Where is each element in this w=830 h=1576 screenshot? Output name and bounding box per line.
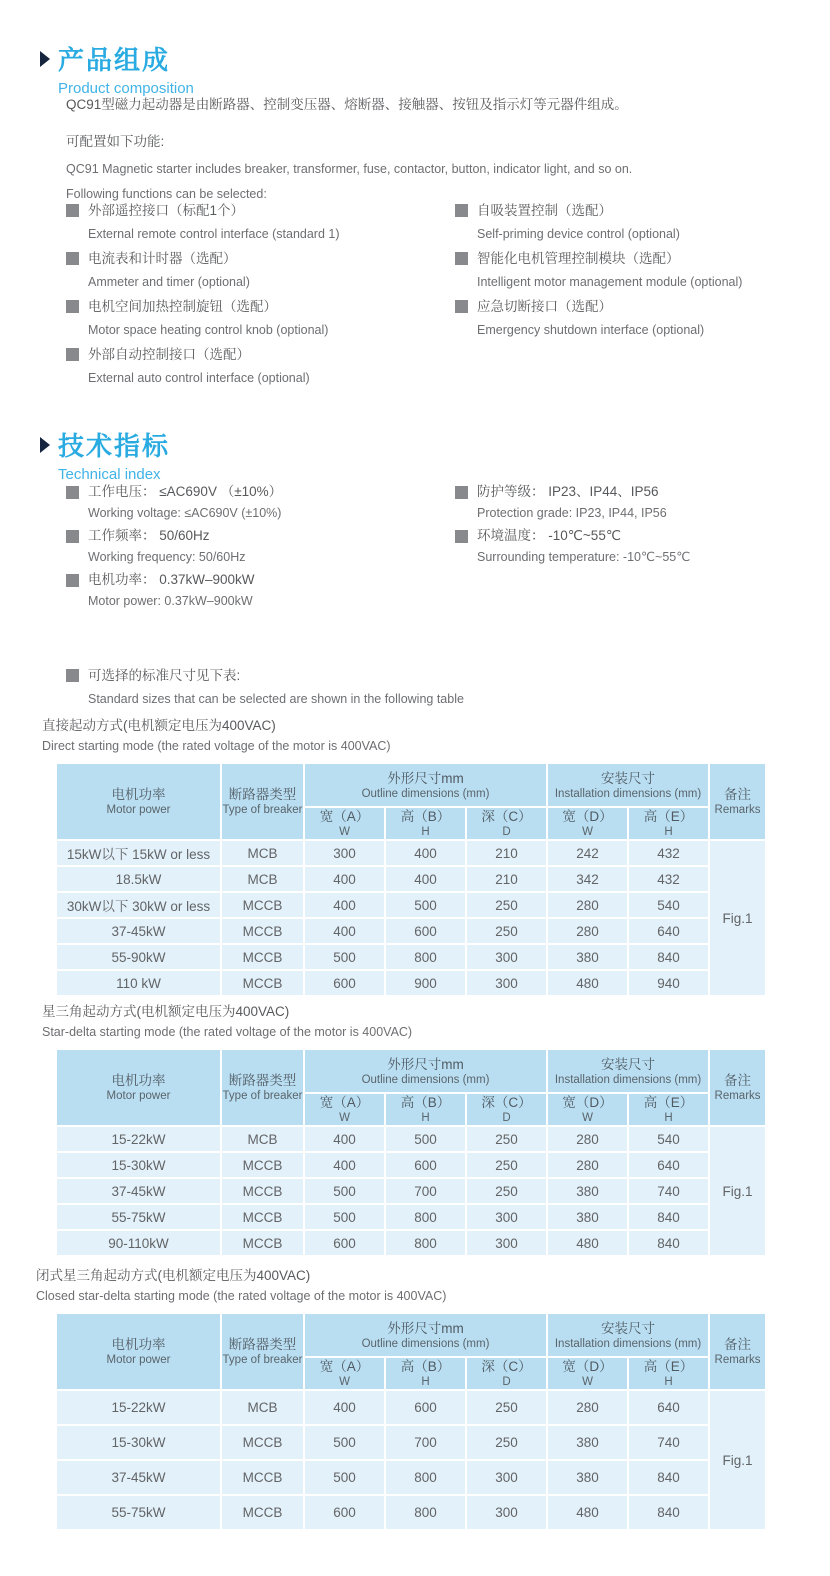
cell-width-a: 500 xyxy=(304,1460,385,1495)
spec-label-zh: 防护等级： IP23、IP44、IP56 xyxy=(477,484,659,499)
table-caption-en: Closed star-delta starting mode (the rated voltage of the motor is 400VAC) xyxy=(36,1289,447,1303)
header-zh: 备注 xyxy=(724,1337,752,1352)
feature-item xyxy=(455,297,810,339)
col-group-installation-dimensions xyxy=(547,1049,709,1093)
header-en: W xyxy=(582,826,593,838)
feature-label-en: External auto control interface (optional) xyxy=(88,371,310,385)
header-zh: 电机功率 xyxy=(111,787,166,802)
header-en: H xyxy=(421,1112,430,1124)
cell-width-d: 280 xyxy=(547,1152,628,1178)
cell-width-a: 400 xyxy=(304,918,385,944)
cell-height-e: 940 xyxy=(628,970,709,996)
cell-depth-c: 300 xyxy=(466,1204,547,1230)
header-zh: 电机功率 xyxy=(111,1337,166,1352)
section-product-composition-header xyxy=(40,40,194,97)
spec-lists xyxy=(66,483,810,615)
header-en: Remarks xyxy=(714,804,761,816)
table-row xyxy=(56,866,766,892)
col-header-height-b xyxy=(385,1093,466,1126)
cell-width-d: 480 xyxy=(547,1230,628,1256)
header-zh: 外形尺寸mm xyxy=(387,770,464,786)
table-caption-en: Direct starting mode (the rated voltage of the motor is 400VAC) xyxy=(42,739,391,753)
cell-width-d: 480 xyxy=(547,970,628,996)
feature-list-right xyxy=(455,201,810,393)
cell-motor-power: 30kW以下 30kW or less xyxy=(56,892,221,918)
cell-depth-c: 250 xyxy=(466,1425,547,1460)
product-intro xyxy=(66,93,786,212)
spec-label-en: Protection grade: IP23, IP44, IP56 xyxy=(477,506,667,520)
table-caption-en: Star-delta starting mode (the rated voltage of the motor is 400VAC) xyxy=(42,1025,413,1039)
cell-motor-power: 15-22kW xyxy=(56,1126,221,1152)
header-en: Installation dimensions (mm) xyxy=(554,1073,702,1086)
cell-height-b: 500 xyxy=(385,1126,466,1152)
header-en: Remarks xyxy=(714,1354,761,1366)
cell-width-d: 280 xyxy=(547,918,628,944)
direct-starting-table xyxy=(55,762,767,997)
feature-item xyxy=(66,249,455,291)
header-en: Type of breaker xyxy=(222,804,303,816)
cell-height-e: 540 xyxy=(628,1126,709,1152)
feature-label-zh: 智能化电机管理控制模块（选配） xyxy=(477,251,680,266)
spec-label-zh: 工作频率： 50/60Hz xyxy=(88,528,210,543)
cell-breaker-type: MCCB xyxy=(221,1204,304,1230)
bullet-square-icon xyxy=(66,300,79,313)
feature-item xyxy=(455,249,810,291)
col-header-remarks xyxy=(709,1049,766,1126)
cell-depth-c: 250 xyxy=(466,1126,547,1152)
bullet-square-icon xyxy=(66,669,79,682)
cell-depth-c: 250 xyxy=(466,892,547,918)
cell-breaker-type: MCCB xyxy=(221,1152,304,1178)
col-header-breaker-type xyxy=(221,1049,304,1126)
cell-height-e: 840 xyxy=(628,1495,709,1530)
header-en: W xyxy=(582,1112,593,1124)
table-closed-star-delta-block xyxy=(36,1264,767,1531)
cell-width-a: 500 xyxy=(304,944,385,970)
cell-height-e: 432 xyxy=(628,866,709,892)
cell-height-e: 840 xyxy=(628,1230,709,1256)
cell-width-d: 380 xyxy=(547,1204,628,1230)
header-zh: 高（B） xyxy=(400,809,451,824)
spec-label-zh: 电机功率： 0.37kW–900kW xyxy=(88,572,255,587)
feature-label-en: External remote control interface (standard 1) xyxy=(88,227,340,241)
spec-item xyxy=(66,483,455,522)
spec-list-right xyxy=(455,483,810,615)
feature-label-zh: 自吸装置控制（选配） xyxy=(477,203,612,218)
feature-label-zh: 电机空间加热控制旋钮（选配） xyxy=(88,299,277,314)
intro-paragraph-zh2: 可配置如下功能: xyxy=(66,134,165,149)
cell-height-e: 740 xyxy=(628,1425,709,1460)
table-star-delta-block xyxy=(42,1000,767,1257)
table-row xyxy=(56,892,766,918)
cell-depth-c: 250 xyxy=(466,918,547,944)
section-title-en: Product composition xyxy=(58,80,194,97)
cell-width-a: 400 xyxy=(304,866,385,892)
table-row xyxy=(56,1390,766,1425)
col-header-motor-power xyxy=(56,1049,221,1126)
cell-height-b: 800 xyxy=(385,1230,466,1256)
cell-width-d: 380 xyxy=(547,1178,628,1204)
col-group-installation-dimensions xyxy=(547,763,709,807)
table-caption-zh: 闭式星三角起动方式(电机额定电压为400VAC) xyxy=(36,1268,311,1283)
header-zh: 备注 xyxy=(724,787,752,802)
header-zh: 安装尺寸 xyxy=(601,1320,656,1336)
bullet-square-icon xyxy=(66,204,79,217)
cell-remark: Fig.1 xyxy=(709,1390,766,1530)
col-header-width-d xyxy=(547,1093,628,1126)
table-caption-zh: 星三角起动方式(电机额定电压为400VAC) xyxy=(42,1004,290,1019)
cell-motor-power: 15-22kW xyxy=(56,1390,221,1425)
cell-breaker-type: MCB xyxy=(221,1126,304,1152)
col-header-height-b xyxy=(385,807,466,840)
closed-star-delta-table xyxy=(55,1312,767,1531)
cell-height-e: 740 xyxy=(628,1178,709,1204)
cell-depth-c: 300 xyxy=(466,944,547,970)
header-zh: 深（C） xyxy=(481,809,532,824)
col-header-height-e xyxy=(628,807,709,840)
section-title-zh: 技术指标 xyxy=(58,431,171,461)
spec-label-en: Working voltage: ≤AC690V (±10%) xyxy=(88,506,282,520)
cell-breaker-type: MCCB xyxy=(221,1460,304,1495)
feature-label-zh: 应急切断接口（选配） xyxy=(477,299,612,314)
col-header-depth-c xyxy=(466,1357,547,1390)
cell-height-b: 900 xyxy=(385,970,466,996)
header-zh: 外形尺寸mm xyxy=(387,1056,464,1072)
table-row xyxy=(56,1460,766,1495)
header-en: Motor power xyxy=(106,1354,171,1366)
header-zh: 安装尺寸 xyxy=(601,1056,656,1072)
feature-lists xyxy=(66,201,810,393)
cell-width-a: 400 xyxy=(304,1390,385,1425)
cell-depth-c: 300 xyxy=(466,1495,547,1530)
spec-label-en: Motor power: 0.37kW–900kW xyxy=(88,594,253,608)
feature-label-en: Motor space heating control knob (optional) xyxy=(88,323,329,337)
cell-height-e: 640 xyxy=(628,1390,709,1425)
spec-item xyxy=(455,483,810,522)
bullet-square-icon xyxy=(66,348,79,361)
header-en: Motor power xyxy=(106,804,171,816)
header-en: H xyxy=(664,1376,673,1388)
col-group-outline-dimensions xyxy=(304,1313,547,1357)
col-header-breaker-type xyxy=(221,1313,304,1390)
header-zh: 宽（D） xyxy=(562,809,613,824)
bullet-square-icon xyxy=(66,252,79,265)
cell-depth-c: 300 xyxy=(466,1230,547,1256)
header-zh: 安装尺寸 xyxy=(601,770,656,786)
section-marker-triangle-icon xyxy=(40,437,50,453)
cell-depth-c: 210 xyxy=(466,866,547,892)
header-zh: 断路器类型 xyxy=(228,1337,297,1352)
cell-breaker-type: MCB xyxy=(221,866,304,892)
section-marker-triangle-icon xyxy=(40,51,50,67)
col-group-outline-dimensions xyxy=(304,1049,547,1093)
cell-width-d: 380 xyxy=(547,1460,628,1495)
cell-width-d: 380 xyxy=(547,944,628,970)
table-row xyxy=(56,1178,766,1204)
cell-height-b: 500 xyxy=(385,892,466,918)
header-zh: 备注 xyxy=(724,1073,752,1088)
table-row xyxy=(56,1204,766,1230)
feature-item xyxy=(66,345,455,387)
cell-motor-power: 55-90kW xyxy=(56,944,221,970)
section-title-en: Technical index xyxy=(58,466,161,483)
note-en: Standard sizes that can be selected are shown in the following table xyxy=(88,692,464,706)
cell-motor-power: 37-45kW xyxy=(56,1178,221,1204)
cell-motor-power: 18.5kW xyxy=(56,866,221,892)
cell-width-a: 400 xyxy=(304,1152,385,1178)
table-row xyxy=(56,1495,766,1530)
spec-item xyxy=(66,571,455,610)
col-header-width-a xyxy=(304,1357,385,1390)
col-header-motor-power xyxy=(56,763,221,840)
feature-label-zh: 外部自动控制接口（选配） xyxy=(88,347,250,362)
cell-breaker-type: MCB xyxy=(221,1390,304,1425)
bullet-square-icon xyxy=(455,204,468,217)
col-header-motor-power xyxy=(56,1313,221,1390)
header-en: Type of breaker xyxy=(222,1354,303,1366)
cell-height-e: 640 xyxy=(628,1152,709,1178)
cell-breaker-type: MCCB xyxy=(221,1230,304,1256)
bullet-square-icon xyxy=(66,574,79,587)
cell-width-d: 280 xyxy=(547,892,628,918)
cell-height-b: 800 xyxy=(385,944,466,970)
header-en: H xyxy=(421,826,430,838)
feature-label-zh: 电流表和计时器（选配） xyxy=(88,251,237,266)
feature-item xyxy=(455,201,810,243)
col-header-width-a xyxy=(304,1093,385,1126)
cell-width-a: 400 xyxy=(304,1126,385,1152)
cell-height-b: 800 xyxy=(385,1495,466,1530)
section-technical-index-header xyxy=(40,426,170,483)
cell-height-b: 800 xyxy=(385,1204,466,1230)
bullet-square-icon xyxy=(455,300,468,313)
cell-height-b: 700 xyxy=(385,1425,466,1460)
cell-remark: Fig.1 xyxy=(709,840,766,996)
bullet-square-icon xyxy=(455,252,468,265)
header-zh: 宽（D） xyxy=(562,1095,613,1110)
table-direct-starting-block xyxy=(42,714,767,997)
cell-width-a: 600 xyxy=(304,1495,385,1530)
cell-breaker-type: MCCB xyxy=(221,918,304,944)
cell-height-b: 400 xyxy=(385,866,466,892)
col-header-height-e xyxy=(628,1093,709,1126)
header-zh: 宽（D） xyxy=(562,1359,613,1374)
feature-label-en: Intelligent motor management module (optional) xyxy=(477,275,743,289)
table-row xyxy=(56,1425,766,1460)
spec-label-en: Working frequency: 50/60Hz xyxy=(88,550,246,564)
header-en: H xyxy=(664,826,673,838)
cell-depth-c: 250 xyxy=(466,1390,547,1425)
cell-width-a: 500 xyxy=(304,1178,385,1204)
header-en: Installation dimensions (mm) xyxy=(554,787,702,800)
header-zh: 深（C） xyxy=(481,1359,532,1374)
intro-paragraph-zh: QC91型磁力起动器是由断路器、控制变压器、熔断器、接触器、按钮及指示灯等元器件组成。 xyxy=(66,97,628,112)
cell-depth-c: 250 xyxy=(466,1152,547,1178)
feature-item xyxy=(66,201,455,243)
col-header-width-d xyxy=(547,1357,628,1390)
header-en: W xyxy=(339,1112,350,1124)
cell-width-d: 380 xyxy=(547,1425,628,1460)
header-zh: 高（E） xyxy=(643,809,694,824)
table-row xyxy=(56,918,766,944)
table-row xyxy=(56,1152,766,1178)
cell-height-b: 600 xyxy=(385,918,466,944)
cell-motor-power: 15-30kW xyxy=(56,1425,221,1460)
header-en: Remarks xyxy=(714,1090,761,1102)
header-en: Outline dimensions (mm) xyxy=(361,787,490,800)
cell-breaker-type: MCCB xyxy=(221,1495,304,1530)
spec-label-zh: 环境温度： -10℃~55℃ xyxy=(477,528,621,543)
cell-height-e: 432 xyxy=(628,840,709,866)
feature-label-en: Ammeter and timer (optional) xyxy=(88,275,250,289)
spec-item xyxy=(66,527,455,566)
cell-width-a: 300 xyxy=(304,840,385,866)
header-en: H xyxy=(664,1112,673,1124)
header-en: Motor power xyxy=(106,1090,171,1102)
header-zh: 高（B） xyxy=(400,1359,451,1374)
cell-width-d: 280 xyxy=(547,1390,628,1425)
header-zh: 高（B） xyxy=(400,1095,451,1110)
header-en: D xyxy=(502,1376,511,1388)
cell-remark: Fig.1 xyxy=(709,1126,766,1256)
header-zh: 外形尺寸mm xyxy=(387,1320,464,1336)
cell-motor-power: 15kW以下 15kW or less xyxy=(56,840,221,866)
cell-motor-power: 110 kW xyxy=(56,970,221,996)
col-group-outline-dimensions xyxy=(304,763,547,807)
star-delta-table xyxy=(55,1048,767,1257)
cell-breaker-type: MCCB xyxy=(221,1178,304,1204)
cell-width-d: 280 xyxy=(547,1126,628,1152)
cell-height-b: 700 xyxy=(385,1178,466,1204)
spec-label-zh: 工作电压： ≤AC690V （±10%） xyxy=(88,484,283,499)
header-zh: 电机功率 xyxy=(111,1073,166,1088)
col-header-width-a xyxy=(304,807,385,840)
cell-breaker-type: MCB xyxy=(221,840,304,866)
header-en: W xyxy=(582,1376,593,1388)
cell-width-d: 242 xyxy=(547,840,628,866)
bullet-square-icon xyxy=(66,530,79,543)
cell-motor-power: 37-45kW xyxy=(56,918,221,944)
header-en: Outline dimensions (mm) xyxy=(361,1073,490,1086)
cell-depth-c: 300 xyxy=(466,970,547,996)
cell-height-e: 840 xyxy=(628,944,709,970)
feature-item xyxy=(66,297,455,339)
header-zh: 深（C） xyxy=(481,1095,532,1110)
cell-height-e: 840 xyxy=(628,1204,709,1230)
header-row-groups xyxy=(56,1049,766,1093)
feature-label-en: Self-priming device control (optional) xyxy=(477,227,680,241)
header-en: W xyxy=(339,1376,350,1388)
header-zh: 高（E） xyxy=(643,1095,694,1110)
col-header-remarks xyxy=(709,763,766,840)
cell-height-b: 600 xyxy=(385,1390,466,1425)
cell-height-e: 840 xyxy=(628,1460,709,1495)
cell-height-e: 640 xyxy=(628,918,709,944)
spec-label-en: Surrounding temperature: -10℃~55℃ xyxy=(477,550,691,564)
cell-breaker-type: MCCB xyxy=(221,944,304,970)
header-en: Outline dimensions (mm) xyxy=(361,1337,490,1350)
header-zh: 宽（A） xyxy=(319,809,370,824)
cell-motor-power: 55-75kW xyxy=(56,1204,221,1230)
cell-depth-c: 210 xyxy=(466,840,547,866)
feature-list-left xyxy=(66,201,455,393)
col-header-height-b xyxy=(385,1357,466,1390)
cell-depth-c: 300 xyxy=(466,1460,547,1495)
table-caption-zh: 直接起动方式(电机额定电压为400VAC) xyxy=(42,718,276,733)
cell-motor-power: 15-30kW xyxy=(56,1152,221,1178)
header-en: W xyxy=(339,826,350,838)
bullet-square-icon xyxy=(455,530,468,543)
header-zh: 断路器类型 xyxy=(228,1073,297,1088)
cell-breaker-type: MCCB xyxy=(221,1425,304,1460)
table-row xyxy=(56,840,766,866)
cell-height-e: 540 xyxy=(628,892,709,918)
note-zh: 可选择的标准尺寸见下表: xyxy=(88,668,241,683)
header-zh: 宽（A） xyxy=(319,1095,370,1110)
table-row xyxy=(56,1126,766,1152)
header-zh: 断路器类型 xyxy=(228,787,297,802)
cell-width-d: 342 xyxy=(547,866,628,892)
header-en: D xyxy=(502,826,511,838)
spec-item xyxy=(455,527,810,566)
cell-height-b: 600 xyxy=(385,1152,466,1178)
cell-motor-power: 90-110kW xyxy=(56,1230,221,1256)
col-header-depth-c xyxy=(466,1093,547,1126)
cell-width-a: 600 xyxy=(304,1230,385,1256)
cell-motor-power: 37-45kW xyxy=(56,1460,221,1495)
cell-width-a: 400 xyxy=(304,892,385,918)
cell-width-a: 500 xyxy=(304,1204,385,1230)
standard-size-note xyxy=(66,666,830,708)
intro-paragraph-en: QC91 Magnetic starter includes breaker, transformer, fuse, contactor, button, indicator light, and so on. xyxy=(66,162,633,176)
header-zh: 宽（A） xyxy=(319,1359,370,1374)
cell-height-b: 800 xyxy=(385,1460,466,1495)
header-en: Installation dimensions (mm) xyxy=(554,1337,702,1350)
section-title-zh: 产品组成 xyxy=(58,45,171,75)
intro-paragraph-en2: Following functions can be selected: xyxy=(66,187,267,201)
col-header-height-e xyxy=(628,1357,709,1390)
cell-depth-c: 250 xyxy=(466,1178,547,1204)
header-zh: 高（E） xyxy=(643,1359,694,1374)
cell-breaker-type: MCCB xyxy=(221,970,304,996)
spec-list-left xyxy=(66,483,455,615)
header-row-groups xyxy=(56,1313,766,1357)
table-row xyxy=(56,1230,766,1256)
cell-width-a: 500 xyxy=(304,1425,385,1460)
cell-width-d: 480 xyxy=(547,1495,628,1530)
cell-motor-power: 55-75kW xyxy=(56,1495,221,1530)
header-row-groups xyxy=(56,763,766,807)
bullet-square-icon xyxy=(66,486,79,499)
feature-label-en: Emergency shutdown interface (optional) xyxy=(477,323,705,337)
col-header-remarks xyxy=(709,1313,766,1390)
header-en: Type of breaker xyxy=(222,1090,303,1102)
header-en: H xyxy=(421,1376,430,1388)
col-group-installation-dimensions xyxy=(547,1313,709,1357)
table-row xyxy=(56,944,766,970)
feature-label-zh: 外部遥控接口（标配1个） xyxy=(88,203,245,218)
cell-height-b: 400 xyxy=(385,840,466,866)
header-en: D xyxy=(502,1112,511,1124)
table-row xyxy=(56,970,766,996)
col-header-breaker-type xyxy=(221,763,304,840)
col-header-depth-c xyxy=(466,807,547,840)
cell-breaker-type: MCCB xyxy=(221,892,304,918)
col-header-width-d xyxy=(547,807,628,840)
cell-width-a: 600 xyxy=(304,970,385,996)
bullet-square-icon xyxy=(455,486,468,499)
